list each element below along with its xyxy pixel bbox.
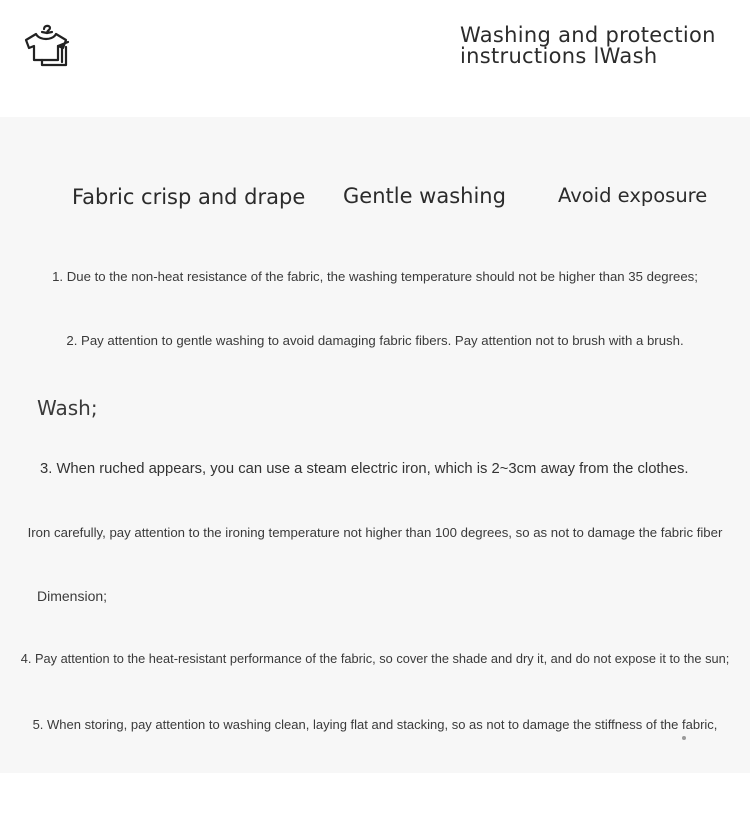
instruction-line-2: 2. Pay attention to gentle washing to avoid damaging fabric fibers. Pay attention not to brush with a brush.	[66, 333, 684, 348]
instructions-panel	[0, 117, 750, 773]
feature-fabric-crisp: Fabric crisp and drape	[72, 185, 306, 209]
instruction-line-4: Iron carefully, pay attention to the ironing temperature not higher than 100 degrees, so as not to damage the fabric fiber	[27, 525, 723, 540]
instruction-line-7: 5. When storing, pay attention to washing clean, laying flat and stacking, so as not to damage the stiffness of the fabric,	[32, 717, 718, 732]
wash-heading: Wash;	[37, 396, 98, 420]
decorative-dot	[682, 736, 686, 740]
page-title: Washing and protection instructions lWash	[460, 23, 716, 68]
feature-gentle-washing: Gentle washing	[343, 184, 506, 208]
instruction-line-6: 4. Pay attention to the heat-resistant performance of the fabric, so cover the shade and dry it, and do not expose it to the sun;	[20, 651, 730, 666]
tshirt-hanger-icon	[22, 20, 72, 70]
feature-avoid-exposure: Avoid exposure	[558, 184, 708, 207]
instruction-line-5: Dimension;	[37, 588, 108, 604]
header	[0, 0, 750, 117]
instruction-line-1: 1. Due to the non-heat resistance of the fabric, the washing temperature should not be higher than 35 degrees;	[52, 269, 698, 284]
instruction-line-3: 3. When ruched appears, you can use a steam electric iron, which is 2~3cm away from the clothes.	[40, 461, 689, 477]
